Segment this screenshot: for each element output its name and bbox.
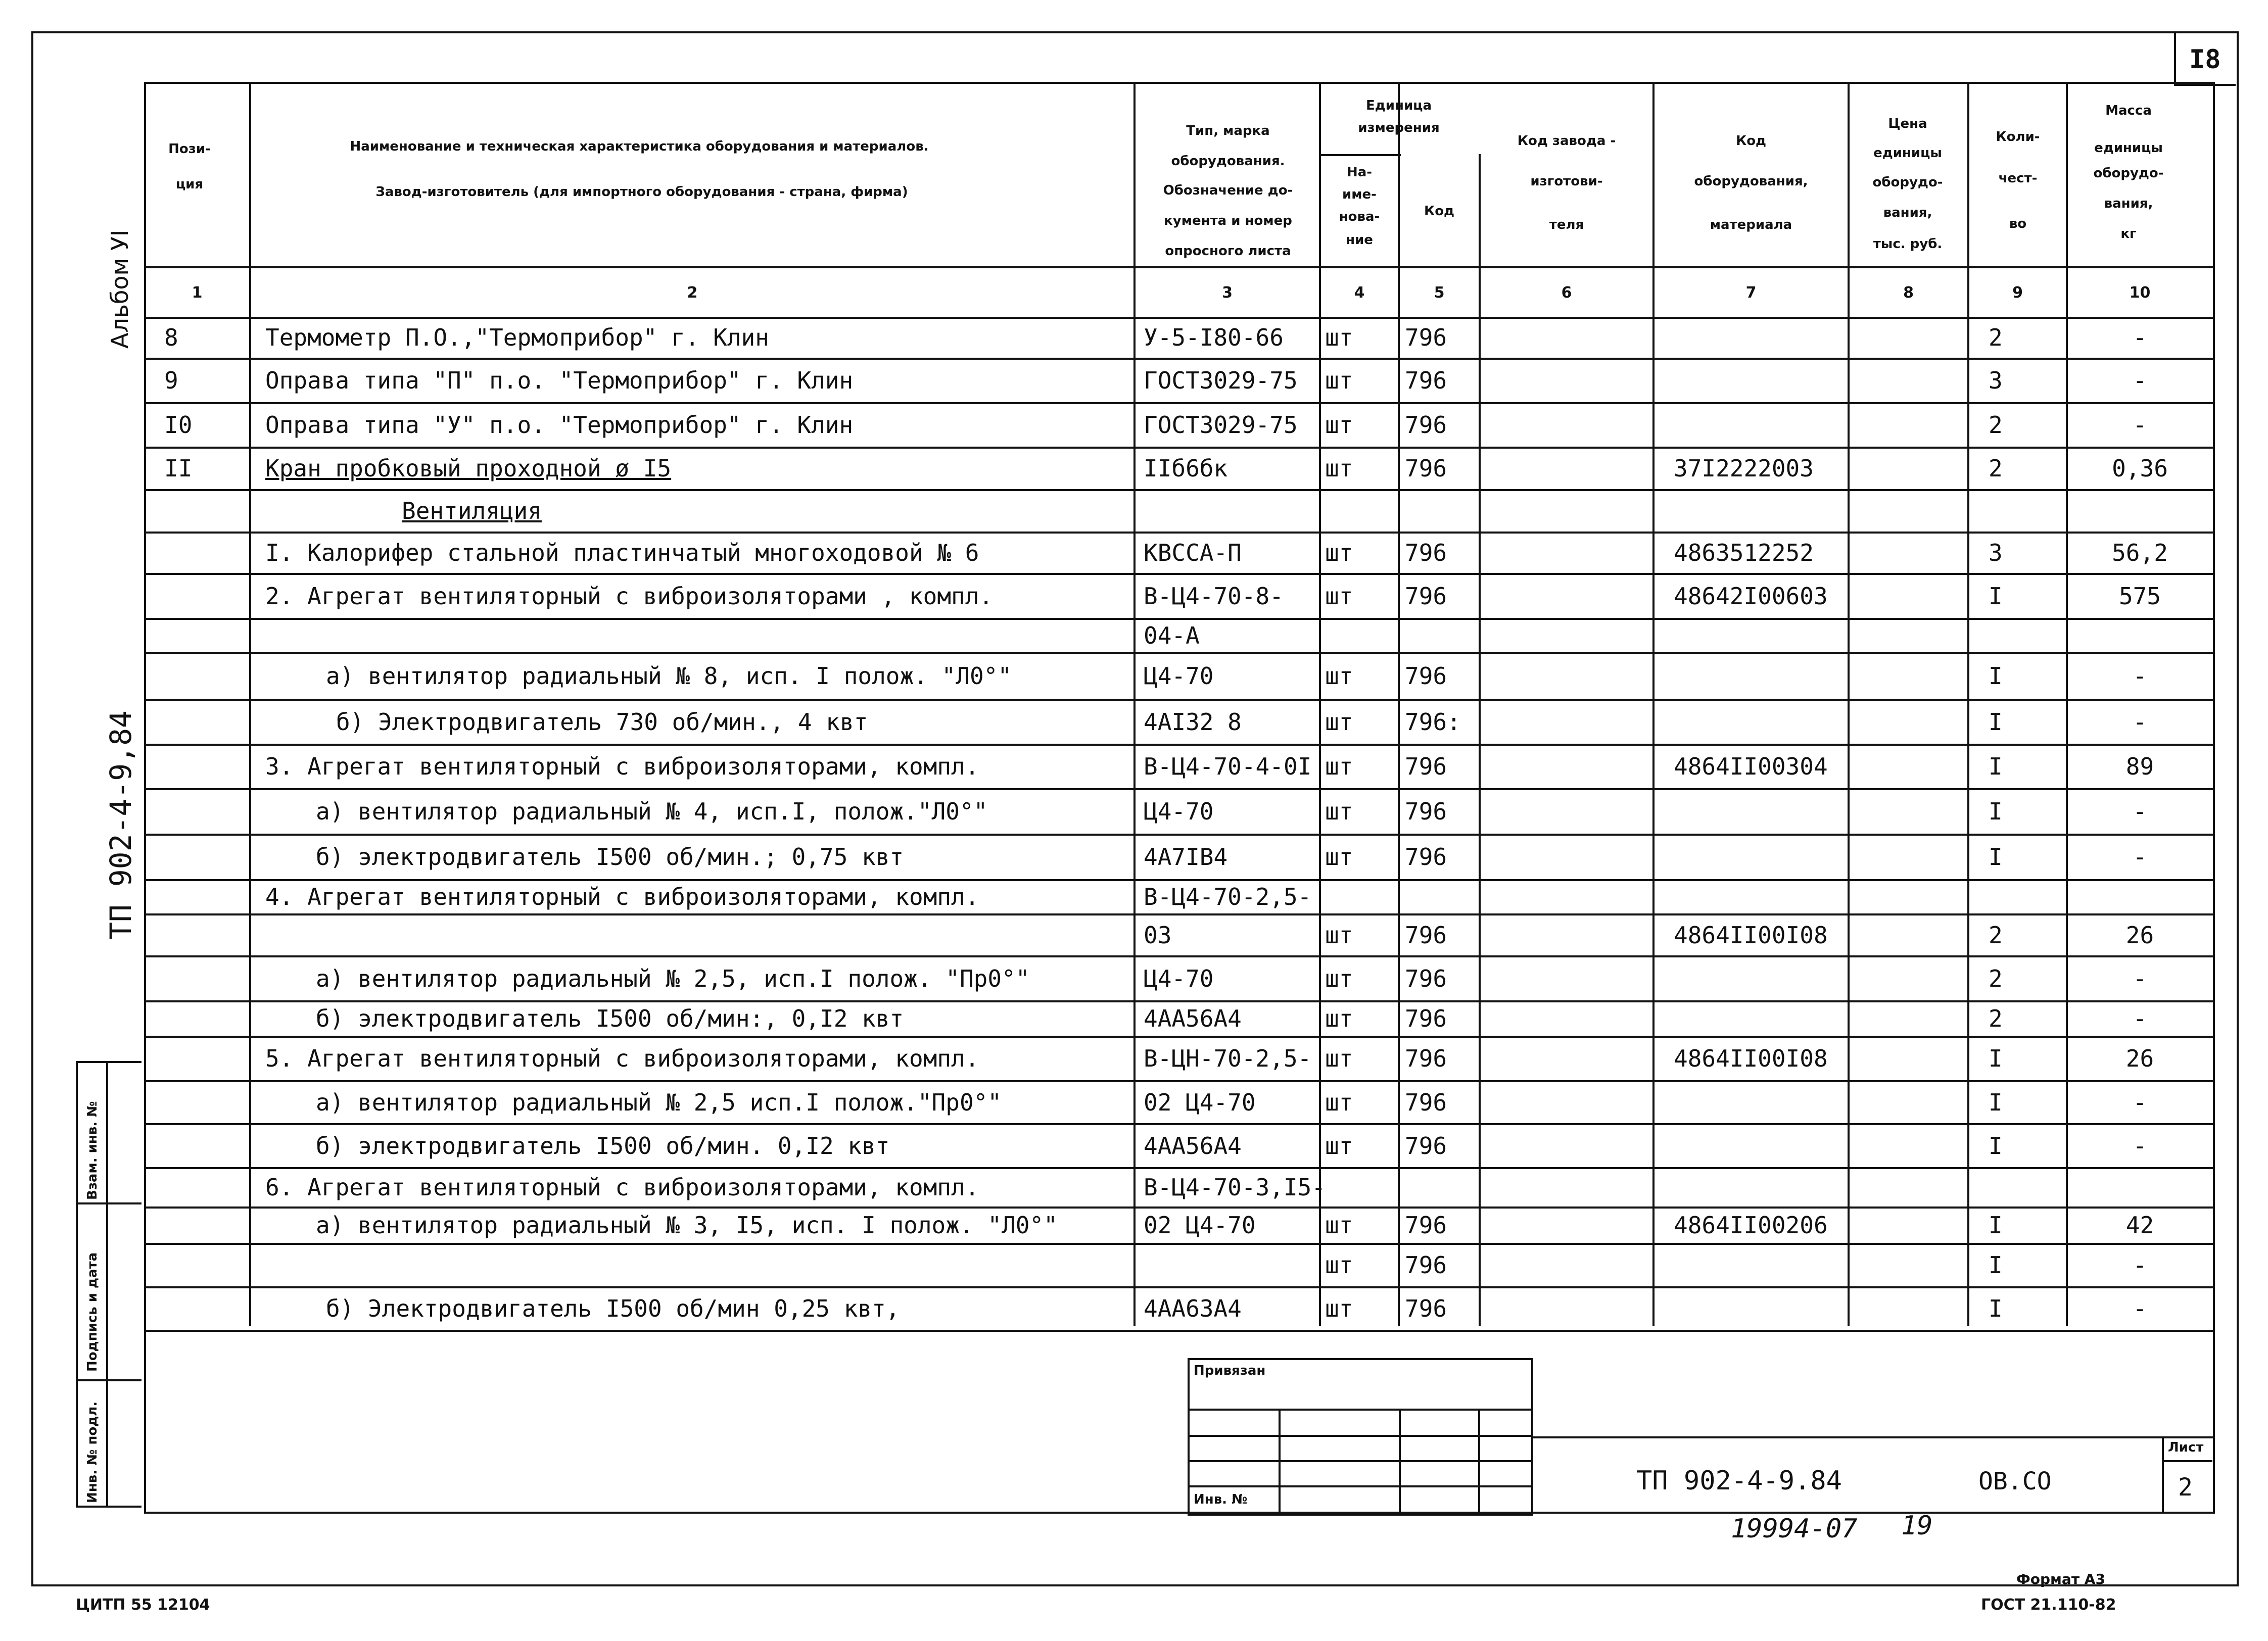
cell-name: б) Электродвигатель 730 об/мин., 4 квт bbox=[336, 708, 868, 736]
cell-unit: шт bbox=[1325, 1005, 1353, 1032]
column-number: 1 bbox=[192, 284, 203, 302]
hdr-mass-1: Масса bbox=[2105, 103, 2152, 118]
table-row bbox=[144, 955, 2213, 957]
cell-type-mark: 03 bbox=[1144, 922, 1172, 949]
cell-quantity: I bbox=[1989, 583, 2003, 610]
cell-unit: шт bbox=[1325, 843, 1353, 871]
cell-mass: - bbox=[2133, 1132, 2147, 1160]
cell-type-mark: 4АА63А4 bbox=[1144, 1295, 1242, 1322]
hdr-unitname-2: име- bbox=[1342, 187, 1377, 202]
cell-quantity: 2 bbox=[1989, 411, 2003, 439]
cell-name: Вентиляция bbox=[402, 497, 542, 524]
table-col-divider bbox=[1479, 154, 1481, 1326]
cell-unit: шт bbox=[1325, 1045, 1353, 1072]
cell-position: I0 bbox=[164, 411, 193, 439]
cell-unit-code: 796 bbox=[1405, 324, 1447, 351]
hdr-qty-1: Коли- bbox=[1996, 129, 2040, 144]
cell-unit-code: 796: bbox=[1405, 708, 1461, 736]
cell-mass: - bbox=[2133, 708, 2147, 736]
cell-name: 6. Агрегат вентиляторный с виброизоляторами, компл. bbox=[265, 1174, 979, 1201]
cell-type-mark: Ц4-70 bbox=[1144, 965, 1214, 992]
cell-unit: шт bbox=[1325, 455, 1353, 482]
hdr-price-1: Цена bbox=[1888, 116, 1927, 131]
cell-equipment-code: 4864II00206 bbox=[1674, 1212, 1828, 1239]
hdr-mass-4: вания, bbox=[2104, 196, 2153, 211]
table-row bbox=[144, 402, 2213, 404]
cell-name: а) вентилятор радиальный № 2,5 исп.I полож."Пр0°" bbox=[316, 1089, 1002, 1116]
title-mark: ОВ.СО bbox=[1978, 1467, 2052, 1495]
cell-type-mark: ГОСТ3029-75 bbox=[1144, 367, 1298, 394]
cell-quantity: I bbox=[1989, 798, 2003, 825]
hdr-price-4: вания, bbox=[1883, 205, 1932, 220]
table-col-divider bbox=[1398, 82, 1400, 1326]
table-col-divider bbox=[1967, 82, 1969, 1326]
cell-unit-code: 796 bbox=[1405, 1251, 1447, 1279]
cell-position: II bbox=[164, 455, 193, 482]
cell-mass: - bbox=[2133, 1089, 2147, 1116]
cell-unit: шт bbox=[1325, 539, 1353, 566]
cell-unit-code: 796 bbox=[1405, 1295, 1447, 1322]
cell-mass: - bbox=[2133, 367, 2147, 394]
column-number: 7 bbox=[1745, 284, 1757, 302]
cell-type-mark: 04-А bbox=[1144, 622, 1200, 649]
hdr-equip-1: Код bbox=[1735, 133, 1767, 149]
cell-quantity: 2 bbox=[1989, 455, 2003, 482]
cell-quantity: I bbox=[1989, 1089, 2003, 1116]
cell-type-mark: 4АI32 8 bbox=[1144, 708, 1242, 736]
table-row bbox=[144, 1206, 2213, 1209]
hdr-price-2: единицы bbox=[1873, 146, 1942, 161]
handwritten-page: 19 bbox=[1901, 1511, 1933, 1541]
hdr-pos-1: Пози- bbox=[168, 141, 211, 157]
cell-unit-code: 796 bbox=[1405, 798, 1447, 825]
table-col-divider bbox=[1133, 82, 1136, 1326]
hdr-equip-2: оборудования, bbox=[1694, 174, 1808, 189]
hdr-factory-2: изготови- bbox=[1530, 174, 1603, 189]
cell-mass: 575 bbox=[2118, 583, 2161, 610]
hdr-equip-3: материала bbox=[1710, 217, 1792, 232]
hdr-pos-2: ция bbox=[175, 177, 204, 192]
column-number: 2 bbox=[687, 284, 698, 302]
hdr-mass-3: оборудо- bbox=[2093, 166, 2164, 181]
table-row bbox=[144, 447, 2213, 449]
cell-unit-code: 796 bbox=[1405, 583, 1447, 610]
cell-type-mark: У-5-I80-66 bbox=[1144, 324, 1284, 351]
cell-type-mark: В-Ц4-70-3,I5- bbox=[1144, 1174, 1326, 1201]
hdr-unitname-3: нова- bbox=[1339, 209, 1380, 224]
hdr-unitname-1: На- bbox=[1346, 165, 1373, 180]
table-col-divider bbox=[2066, 82, 2068, 1326]
cell-name: Термометр П.О.,"Термоприбор" г. Клин bbox=[265, 324, 769, 351]
cell-type-mark: В-Ц4-70-8- bbox=[1144, 583, 1284, 610]
cell-quantity: I bbox=[1989, 708, 2003, 736]
cell-type-mark: Ц4-70 bbox=[1144, 662, 1214, 690]
cell-quantity: 2 bbox=[1989, 922, 2003, 949]
stamp-original-inv: Инв. № подл. bbox=[85, 1401, 100, 1503]
column-number: 8 bbox=[1903, 284, 1914, 302]
hdr-qty-3: во bbox=[2009, 216, 2027, 231]
handwritten-order: 19994-07 bbox=[1731, 1514, 1858, 1544]
cell-unit-code: 796 bbox=[1405, 753, 1447, 780]
cell-type-mark: 02 Ц4-70 bbox=[1144, 1212, 1256, 1239]
cell-unit-code: 796 bbox=[1405, 922, 1447, 949]
cell-mass: - bbox=[2133, 965, 2147, 992]
cell-unit: шт bbox=[1325, 1089, 1353, 1116]
table-row bbox=[144, 1036, 2213, 1038]
cell-name: Оправа типа "П" п.о. "Термоприбор" г. Клин bbox=[265, 367, 854, 394]
cell-unit-code: 796 bbox=[1405, 455, 1447, 482]
table-row bbox=[144, 1243, 2213, 1245]
cell-name: б) Электродвигатель I500 об/мин 0,25 квт, bbox=[326, 1295, 900, 1322]
cell-mass: - bbox=[2133, 324, 2147, 351]
stamp-replace-inv: Взам. инв. № bbox=[85, 1101, 100, 1200]
table-row bbox=[144, 1167, 2213, 1169]
cell-quantity: I bbox=[1989, 753, 2003, 780]
cell-mass: - bbox=[2133, 662, 2147, 690]
cell-mass: - bbox=[2133, 1295, 2147, 1322]
cell-type-mark: 4А7IВ4 bbox=[1144, 843, 1228, 871]
cell-mass: 0,36 bbox=[2112, 455, 2168, 482]
cell-quantity: I bbox=[1989, 1212, 2003, 1239]
cell-type-mark: В-Ц4-70-4-0I bbox=[1144, 753, 1312, 780]
cell-mass: - bbox=[2133, 411, 2147, 439]
cell-mass: 89 bbox=[2125, 753, 2154, 780]
cell-position: 8 bbox=[164, 324, 178, 351]
cell-name: 4. Агрегат вентиляторный с виброизоляторами, компл. bbox=[265, 883, 979, 910]
column-number: 10 bbox=[2129, 284, 2151, 302]
table-row bbox=[144, 1330, 2213, 1332]
cell-unit: шт bbox=[1325, 367, 1353, 394]
table-row bbox=[144, 788, 2213, 790]
cell-mass: 26 bbox=[2125, 1045, 2154, 1072]
cell-unit: шт bbox=[1325, 1132, 1353, 1160]
cell-type-mark: КВССА-П bbox=[1144, 539, 1242, 566]
table-row bbox=[144, 913, 2213, 915]
cell-quantity: I bbox=[1989, 1295, 2003, 1322]
cell-quantity: I bbox=[1989, 1251, 2003, 1279]
cell-unit-code: 796 bbox=[1405, 843, 1447, 871]
cell-unit: шт bbox=[1325, 753, 1353, 780]
hdr-type-5: опросного листа bbox=[1165, 244, 1291, 259]
cell-type-mark: 02 Ц4-70 bbox=[1144, 1089, 1256, 1116]
cell-mass: 56,2 bbox=[2112, 539, 2168, 566]
cell-unit-code: 796 bbox=[1405, 1089, 1447, 1116]
hdr-mass-2: единицы bbox=[2094, 140, 2163, 156]
table-row bbox=[144, 1123, 2213, 1125]
cell-name: а) вентилятор радиальный № 2,5, исп.I полож. "Пр0°" bbox=[316, 965, 1030, 992]
cell-equipment-code: 4864II00304 bbox=[1674, 753, 1828, 780]
cell-unit: шт bbox=[1325, 324, 1353, 351]
cell-unit-code: 796 bbox=[1405, 1212, 1447, 1239]
cell-unit-code: 796 bbox=[1405, 1005, 1447, 1032]
table-row bbox=[144, 744, 2213, 746]
table-row bbox=[144, 652, 2213, 654]
cell-unit: шт bbox=[1325, 411, 1353, 439]
cell-unit: шт bbox=[1325, 1212, 1353, 1239]
cell-equipment-code: 4864II00I08 bbox=[1674, 1045, 1828, 1072]
cell-quantity: 3 bbox=[1989, 367, 2003, 394]
cell-unit: шт bbox=[1325, 708, 1353, 736]
hdr-name-1: Наименование и техническая характеристика оборудования и материалов. bbox=[350, 139, 929, 154]
cell-quantity: I bbox=[1989, 1045, 2003, 1072]
cell-type-mark: ГОСТ3029-75 bbox=[1144, 411, 1298, 439]
column-number: 6 bbox=[1561, 284, 1572, 302]
cell-unit: шт bbox=[1325, 662, 1353, 690]
cell-equipment-code: 48642I00603 bbox=[1674, 583, 1828, 610]
title-doc: ТП 902-4-9.84 bbox=[1636, 1466, 1842, 1496]
cell-unit-code: 796 bbox=[1405, 1132, 1447, 1160]
tp-side-label: ТП 902-4-9,84 bbox=[104, 710, 138, 940]
cell-unit: шт bbox=[1325, 922, 1353, 949]
cell-quantity: 2 bbox=[1989, 965, 2003, 992]
column-number: 3 bbox=[1222, 284, 1233, 302]
cell-name: б) электродвигатель I500 об/мин. 0,I2 квт bbox=[316, 1132, 890, 1160]
cell-unit-code: 796 bbox=[1405, 411, 1447, 439]
cell-mass: 42 bbox=[2125, 1212, 2154, 1239]
hdr-mass-5: кг bbox=[2120, 226, 2137, 242]
hdr-unitname-4: ние bbox=[1346, 232, 1373, 248]
cell-name: а) вентилятор радиальный № 3, I5, исп. I полож. "Л0°" bbox=[316, 1212, 1058, 1239]
cell-name: Оправа типа "У" п.о. "Термоприбор" г. Клин bbox=[265, 411, 854, 439]
cell-mass: - bbox=[2133, 843, 2147, 871]
table-col-divider bbox=[1319, 82, 1321, 1326]
hdr-type-3: Обозначение до- bbox=[1163, 183, 1293, 198]
cell-type-mark: Ц4-70 bbox=[1144, 798, 1214, 825]
hdr-unit-1: Единица bbox=[1366, 98, 1432, 113]
hdr-type-1: Тип, марка bbox=[1186, 123, 1270, 138]
cell-type-mark: 4АА56А4 bbox=[1144, 1005, 1242, 1032]
footer-format: Формат А3 bbox=[2016, 1571, 2105, 1587]
column-number: 5 bbox=[1434, 284, 1445, 302]
table-col-divider bbox=[1652, 82, 1655, 1326]
hdr-name-2: Завод-изготовитель (для импортного оборудования - страна, фирма) bbox=[375, 184, 908, 200]
hdr-unitcode: Код bbox=[1424, 204, 1455, 219]
cell-unit: шт bbox=[1325, 583, 1353, 610]
cell-name: Кран пробковый проходной ø I5 bbox=[265, 455, 672, 482]
cell-type-mark: В-Ц4-70-2,5- bbox=[1144, 883, 1312, 910]
sheet-label: Лист bbox=[2168, 1440, 2204, 1455]
hdr-factory-1: Код завода - bbox=[1517, 133, 1616, 149]
table-row bbox=[144, 573, 2213, 575]
cell-position: 9 bbox=[164, 367, 178, 394]
inv-label: Инв. № bbox=[1194, 1492, 1248, 1507]
hdr-qty-2: чест- bbox=[1998, 171, 2038, 186]
cell-name: 5. Агрегат вентиляторный с виброизоляторами, компл. bbox=[265, 1045, 979, 1072]
cell-name: а) вентилятор радиальный № 4, исп.I, полож."Л0°" bbox=[316, 798, 988, 825]
hdr-type-2: оборудования. bbox=[1171, 154, 1285, 169]
album-label: Альбом УI bbox=[106, 229, 133, 349]
cell-unit: шт bbox=[1325, 1295, 1353, 1322]
cell-unit: шт bbox=[1325, 798, 1353, 825]
cell-unit-code: 796 bbox=[1405, 965, 1447, 992]
table-row bbox=[144, 834, 2213, 836]
cell-unit: шт bbox=[1325, 965, 1353, 992]
table-row bbox=[144, 532, 2213, 534]
column-number: 9 bbox=[2012, 284, 2023, 302]
cell-equipment-code: 4863512252 bbox=[1674, 539, 1814, 566]
cell-type-mark: В-ЦН-70-2,5- bbox=[1144, 1045, 1312, 1072]
table-row bbox=[144, 358, 2213, 360]
cell-name: б) электродвигатель I500 об/мин.; 0,75 квт bbox=[316, 843, 904, 871]
cell-unit-code: 796 bbox=[1405, 662, 1447, 690]
cell-name: I. Калорифер стальной пластинчатый многоходовой № 6 bbox=[265, 539, 979, 566]
cell-name: 2. Агрегат вентиляторный с виброизоляторами , компл. bbox=[265, 583, 994, 610]
hdr-type-4: кумента и номер bbox=[1164, 213, 1292, 228]
hdr-price-3: оборудо- bbox=[1872, 175, 1943, 190]
cell-unit-code: 796 bbox=[1405, 539, 1447, 566]
cell-quantity: I bbox=[1989, 662, 2003, 690]
cell-quantity: I bbox=[1989, 1132, 2003, 1160]
cell-mass: 26 bbox=[2125, 922, 2154, 949]
hdr-price-5: тыс. руб. bbox=[1873, 236, 1943, 252]
cell-quantity: I bbox=[1989, 843, 2003, 871]
cell-mass: - bbox=[2133, 798, 2147, 825]
cell-type-mark: IIб6бк bbox=[1144, 455, 1228, 482]
table-row bbox=[144, 489, 2213, 491]
cell-name: а) вентилятор радиальный № 8, исп. I полож. "Л0°" bbox=[326, 662, 1012, 690]
table-row bbox=[144, 1080, 2213, 1082]
table-row bbox=[144, 1000, 2213, 1002]
bound-label: Привязан bbox=[1194, 1363, 1266, 1378]
hdr-unit-2: измерения bbox=[1358, 120, 1440, 135]
cell-name: б) электродвигатель I500 об/мин:, 0,I2 квт bbox=[316, 1005, 904, 1032]
cell-mass: - bbox=[2133, 1005, 2147, 1032]
cell-quantity: 2 bbox=[1989, 324, 2003, 351]
table-col-divider bbox=[1848, 82, 1850, 1326]
cell-equipment-code: 37I2222003 bbox=[1674, 455, 1814, 482]
column-number: 4 bbox=[1354, 284, 1365, 302]
cell-quantity: 3 bbox=[1989, 539, 2003, 566]
cell-mass: - bbox=[2133, 1251, 2147, 1279]
table-row bbox=[144, 879, 2213, 881]
cell-unit-code: 796 bbox=[1405, 1045, 1447, 1072]
table-col-divider bbox=[249, 82, 251, 1326]
cell-type-mark: 4АА56А4 bbox=[1144, 1132, 1242, 1160]
sheet-number: 2 bbox=[2178, 1473, 2193, 1502]
footer-left: ЦИТП 55 12104 bbox=[76, 1596, 210, 1614]
table-row bbox=[144, 699, 2213, 701]
cell-unit-code: 796 bbox=[1405, 367, 1447, 394]
cell-equipment-code: 4864II00I08 bbox=[1674, 922, 1828, 949]
hdr-factory-3: теля bbox=[1549, 217, 1584, 232]
table-row bbox=[144, 618, 2213, 620]
cell-name: 3. Агрегат вентиляторный с виброизоляторами, компл. bbox=[265, 753, 979, 780]
footer-gost: ГОСТ 21.110-82 bbox=[1981, 1596, 2116, 1614]
sheet-number-top: I8 bbox=[2189, 44, 2221, 75]
table-row bbox=[144, 1286, 2213, 1288]
cell-unit: шт bbox=[1325, 1251, 1353, 1279]
stamp-signature-date: Подпись и дата bbox=[85, 1252, 100, 1372]
cell-quantity: 2 bbox=[1989, 1005, 2003, 1032]
